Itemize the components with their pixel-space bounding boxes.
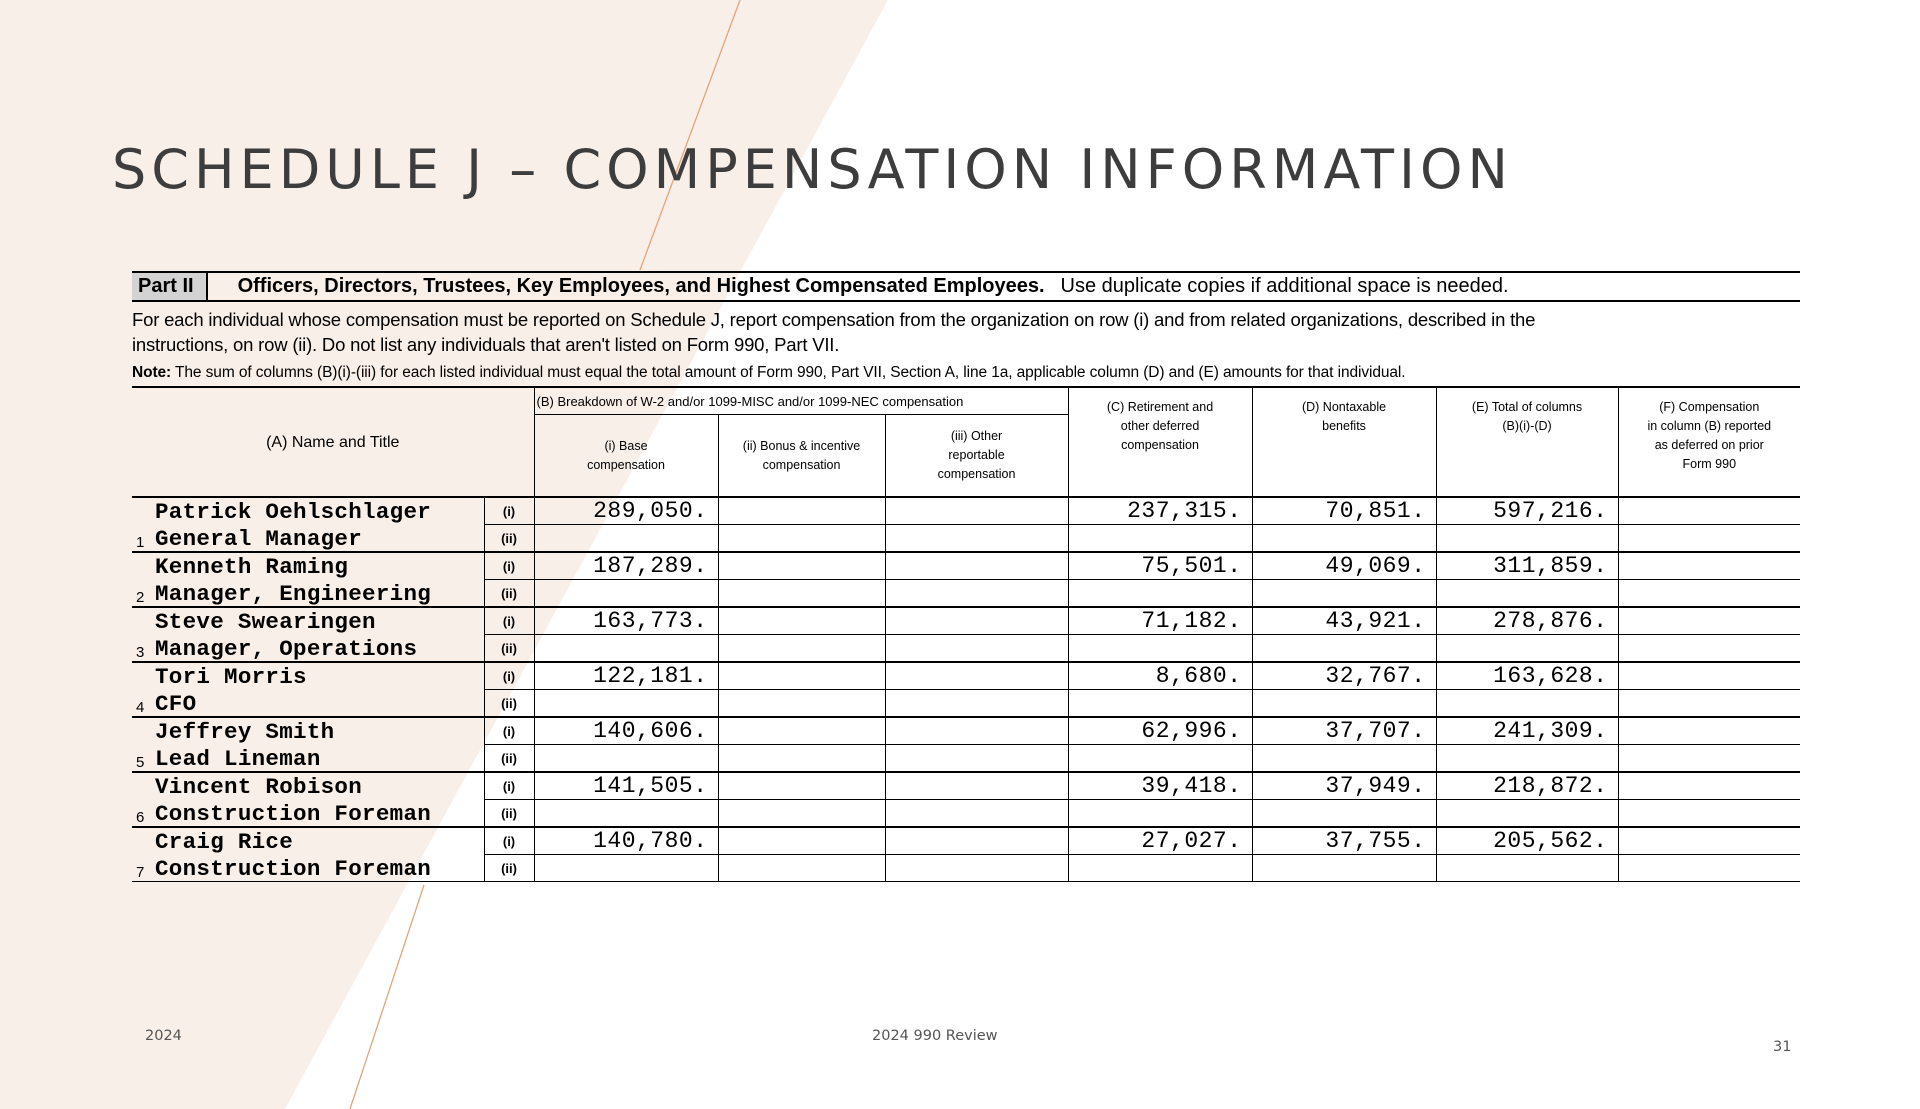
other-related [885, 855, 1068, 882]
bonus-compensation [718, 552, 885, 580]
retirement-related [1068, 855, 1252, 882]
header-other: (iii) Other reportable compensation [885, 415, 1068, 498]
person-title: Manager, Operations [155, 636, 418, 662]
bonus-related [718, 635, 885, 663]
row-tag-i: (i) [484, 772, 534, 800]
name-title-cell [132, 827, 484, 882]
deferred-related [1618, 855, 1800, 882]
part-note: Use duplicate copies if additional space is needed. [1060, 275, 1509, 297]
header-nontaxable: (D) Nontaxable benefits [1252, 387, 1436, 497]
schedule-j-form [132, 271, 1800, 882]
table-row [132, 827, 1800, 855]
other-related [885, 580, 1068, 608]
retirement-compensation: 8,680. [1068, 662, 1252, 690]
retirement-compensation: 71,182. [1068, 607, 1252, 635]
base-compensation: 140,606. [534, 717, 718, 745]
row-tag-ii: (ii) [484, 690, 534, 718]
footer-title: 2024 990 Review [872, 1028, 998, 1044]
bonus-related [718, 525, 885, 553]
compensation-table [132, 386, 1800, 882]
nontaxable-related [1252, 800, 1436, 828]
header-total: (E) Total of columns (B)(i)-(D) [1436, 387, 1618, 497]
deferred-prior-compensation [1618, 772, 1800, 800]
person-title: General Manager [155, 526, 363, 552]
part-header [132, 271, 1800, 302]
nontaxable-benefits: 37,707. [1252, 717, 1436, 745]
slide-title: SCHEDULE J – COMPENSATION INFORMATION [112, 138, 1513, 201]
deferred-prior-compensation [1618, 552, 1800, 580]
header-name-title: (A) Name and Title [132, 387, 534, 497]
base-related [534, 690, 718, 718]
retirement-related [1068, 525, 1252, 553]
name-title-cell [132, 552, 484, 607]
other-compensation [885, 607, 1068, 635]
person-name: Craig Rice [155, 829, 294, 855]
other-related [885, 800, 1068, 828]
base-compensation: 140,780. [534, 827, 718, 855]
deferred-related [1618, 745, 1800, 773]
deferred-prior-compensation [1618, 717, 1800, 745]
nontaxable-benefits: 32,767. [1252, 662, 1436, 690]
nontaxable-related [1252, 690, 1436, 718]
base-related [534, 580, 718, 608]
base-related [534, 635, 718, 663]
person-title: Lead Lineman [155, 746, 321, 772]
row-tag-i: (i) [484, 497, 534, 525]
deferred-related [1618, 580, 1800, 608]
base-related [534, 525, 718, 553]
total-compensation: 597,216. [1436, 497, 1618, 525]
note [132, 364, 1800, 382]
nontaxable-related [1252, 525, 1436, 553]
total-compensation: 205,562. [1436, 827, 1618, 855]
nontaxable-benefits: 37,755. [1252, 827, 1436, 855]
base-compensation: 289,050. [534, 497, 718, 525]
bonus-related [718, 800, 885, 828]
header-bonus: (ii) Bonus & incentive compensation [718, 415, 885, 498]
header-breakdown: (B) Breakdown of W-2 and/or 1099-MISC and/or 1099-NEC compensation [534, 387, 1068, 415]
deferred-related [1618, 800, 1800, 828]
part-label: Part II [132, 273, 208, 300]
person-name: Kenneth Raming [155, 554, 349, 580]
deferred-related [1618, 525, 1800, 553]
base-related [534, 800, 718, 828]
row-tag-ii: (ii) [484, 580, 534, 608]
footer-year: 2024 [145, 1028, 182, 1044]
base-compensation: 122,181. [534, 662, 718, 690]
row-tag-i: (i) [484, 662, 534, 690]
row-number: 7 [136, 864, 145, 881]
row-number: 4 [136, 699, 145, 716]
deferred-prior-compensation [1618, 662, 1800, 690]
bonus-compensation [718, 662, 885, 690]
retirement-related [1068, 635, 1252, 663]
page-number: 31 [1773, 1039, 1792, 1055]
retirement-related [1068, 580, 1252, 608]
row-tag-i: (i) [484, 552, 534, 580]
row-number: 5 [136, 754, 145, 771]
total-related [1436, 855, 1618, 882]
name-title-cell [132, 772, 484, 827]
person-name: Patrick Oehlschlager [155, 499, 432, 525]
nontaxable-benefits: 70,851. [1252, 497, 1436, 525]
table-row [132, 717, 1800, 745]
row-tag-ii: (ii) [484, 855, 534, 882]
base-related [534, 855, 718, 882]
nontaxable-benefits: 49,069. [1252, 552, 1436, 580]
other-related [885, 690, 1068, 718]
other-compensation [885, 662, 1068, 690]
person-title: Construction Foreman [155, 801, 432, 827]
table-row [132, 497, 1800, 525]
row-tag-i: (i) [484, 827, 534, 855]
other-compensation [885, 552, 1068, 580]
row-tag-i: (i) [484, 607, 534, 635]
instruction-line-1: For each individual whose compensation must be reported on Schedule J, report compensation from the organization on row (i) and from related organizations, described in the [132, 309, 1536, 330]
deferred-related [1618, 635, 1800, 663]
row-number: 3 [136, 644, 145, 661]
person-name: Steve Swearingen [155, 609, 376, 635]
retirement-related [1068, 800, 1252, 828]
part-title: Officers, Directors, Trustees, Key Employees, and Highest Compensated Employees. [237, 275, 1045, 297]
other-related [885, 745, 1068, 773]
bonus-related [718, 690, 885, 718]
other-compensation [885, 772, 1068, 800]
other-compensation [885, 827, 1068, 855]
deferred-prior-compensation [1618, 827, 1800, 855]
nontaxable-benefits: 43,921. [1252, 607, 1436, 635]
nontaxable-benefits: 37,949. [1252, 772, 1436, 800]
row-number: 2 [136, 589, 145, 606]
nontaxable-related [1252, 580, 1436, 608]
total-compensation: 163,628. [1436, 662, 1618, 690]
nontaxable-related [1252, 635, 1436, 663]
base-compensation: 187,289. [534, 552, 718, 580]
retirement-compensation: 75,501. [1068, 552, 1252, 580]
retirement-compensation: 62,996. [1068, 717, 1252, 745]
bonus-related [718, 745, 885, 773]
person-name: Jeffrey Smith [155, 719, 335, 745]
bonus-compensation [718, 827, 885, 855]
person-title: Construction Foreman [155, 856, 432, 882]
name-title-cell [132, 497, 484, 552]
row-tag-ii: (ii) [484, 800, 534, 828]
base-related [534, 745, 718, 773]
other-related [885, 635, 1068, 663]
table-row [132, 772, 1800, 800]
deferred-prior-compensation [1618, 497, 1800, 525]
header-deferred-prior: (F) Compensation in column (B) reported as deferred on prior Form 990 [1618, 387, 1800, 497]
retirement-compensation: 27,027. [1068, 827, 1252, 855]
bonus-compensation [718, 497, 885, 525]
base-compensation: 163,773. [534, 607, 718, 635]
table-row [132, 607, 1800, 635]
other-compensation [885, 497, 1068, 525]
total-compensation: 311,859. [1436, 552, 1618, 580]
nontaxable-related [1252, 855, 1436, 882]
instructions [132, 307, 1800, 357]
note-label: Note: [132, 364, 172, 381]
row-number: 1 [136, 534, 145, 551]
header-retirement: (C) Retirement and other deferred compensation [1068, 387, 1252, 497]
other-related [885, 525, 1068, 553]
total-related [1436, 745, 1618, 773]
row-tag-ii: (ii) [484, 525, 534, 553]
header-base: (i) Base compensation [534, 415, 718, 498]
row-tag-i: (i) [484, 717, 534, 745]
total-related [1436, 525, 1618, 553]
total-related [1436, 580, 1618, 608]
instruction-line-2: instructions, on row (ii). Do not list any individuals that aren't listed on Form 990, Part VII. [132, 334, 840, 355]
total-related [1436, 690, 1618, 718]
retirement-related [1068, 690, 1252, 718]
total-related [1436, 800, 1618, 828]
bonus-compensation [718, 717, 885, 745]
deferred-related [1618, 690, 1800, 718]
name-title-cell [132, 607, 484, 662]
table-row [132, 662, 1800, 690]
row-tag-ii: (ii) [484, 745, 534, 773]
retirement-compensation: 39,418. [1068, 772, 1252, 800]
nontaxable-related [1252, 745, 1436, 773]
note-text: The sum of columns (B)(i)-(iii) for each listed individual must equal the total amount of Form 990, Part VII, Section A, line 1a, applicable column (D) and (E) amounts for that individual. [175, 364, 1406, 381]
total-compensation: 241,309. [1436, 717, 1618, 745]
name-title-cell [132, 662, 484, 717]
base-compensation: 141,505. [534, 772, 718, 800]
total-compensation: 218,872. [1436, 772, 1618, 800]
person-title: Manager, Engineering [155, 581, 432, 607]
person-name: Tori Morris [155, 664, 307, 690]
bonus-related [718, 855, 885, 882]
table-row [132, 552, 1800, 580]
bonus-related [718, 580, 885, 608]
person-name: Vincent Robison [155, 774, 363, 800]
bonus-compensation [718, 772, 885, 800]
deferred-prior-compensation [1618, 607, 1800, 635]
person-title: CFO [155, 691, 197, 717]
other-compensation [885, 717, 1068, 745]
row-tag-ii: (ii) [484, 635, 534, 663]
total-compensation: 278,876. [1436, 607, 1618, 635]
retirement-compensation: 237,315. [1068, 497, 1252, 525]
name-title-cell [132, 717, 484, 772]
retirement-related [1068, 745, 1252, 773]
row-number: 6 [136, 809, 145, 826]
bonus-compensation [718, 607, 885, 635]
total-related [1436, 635, 1618, 663]
